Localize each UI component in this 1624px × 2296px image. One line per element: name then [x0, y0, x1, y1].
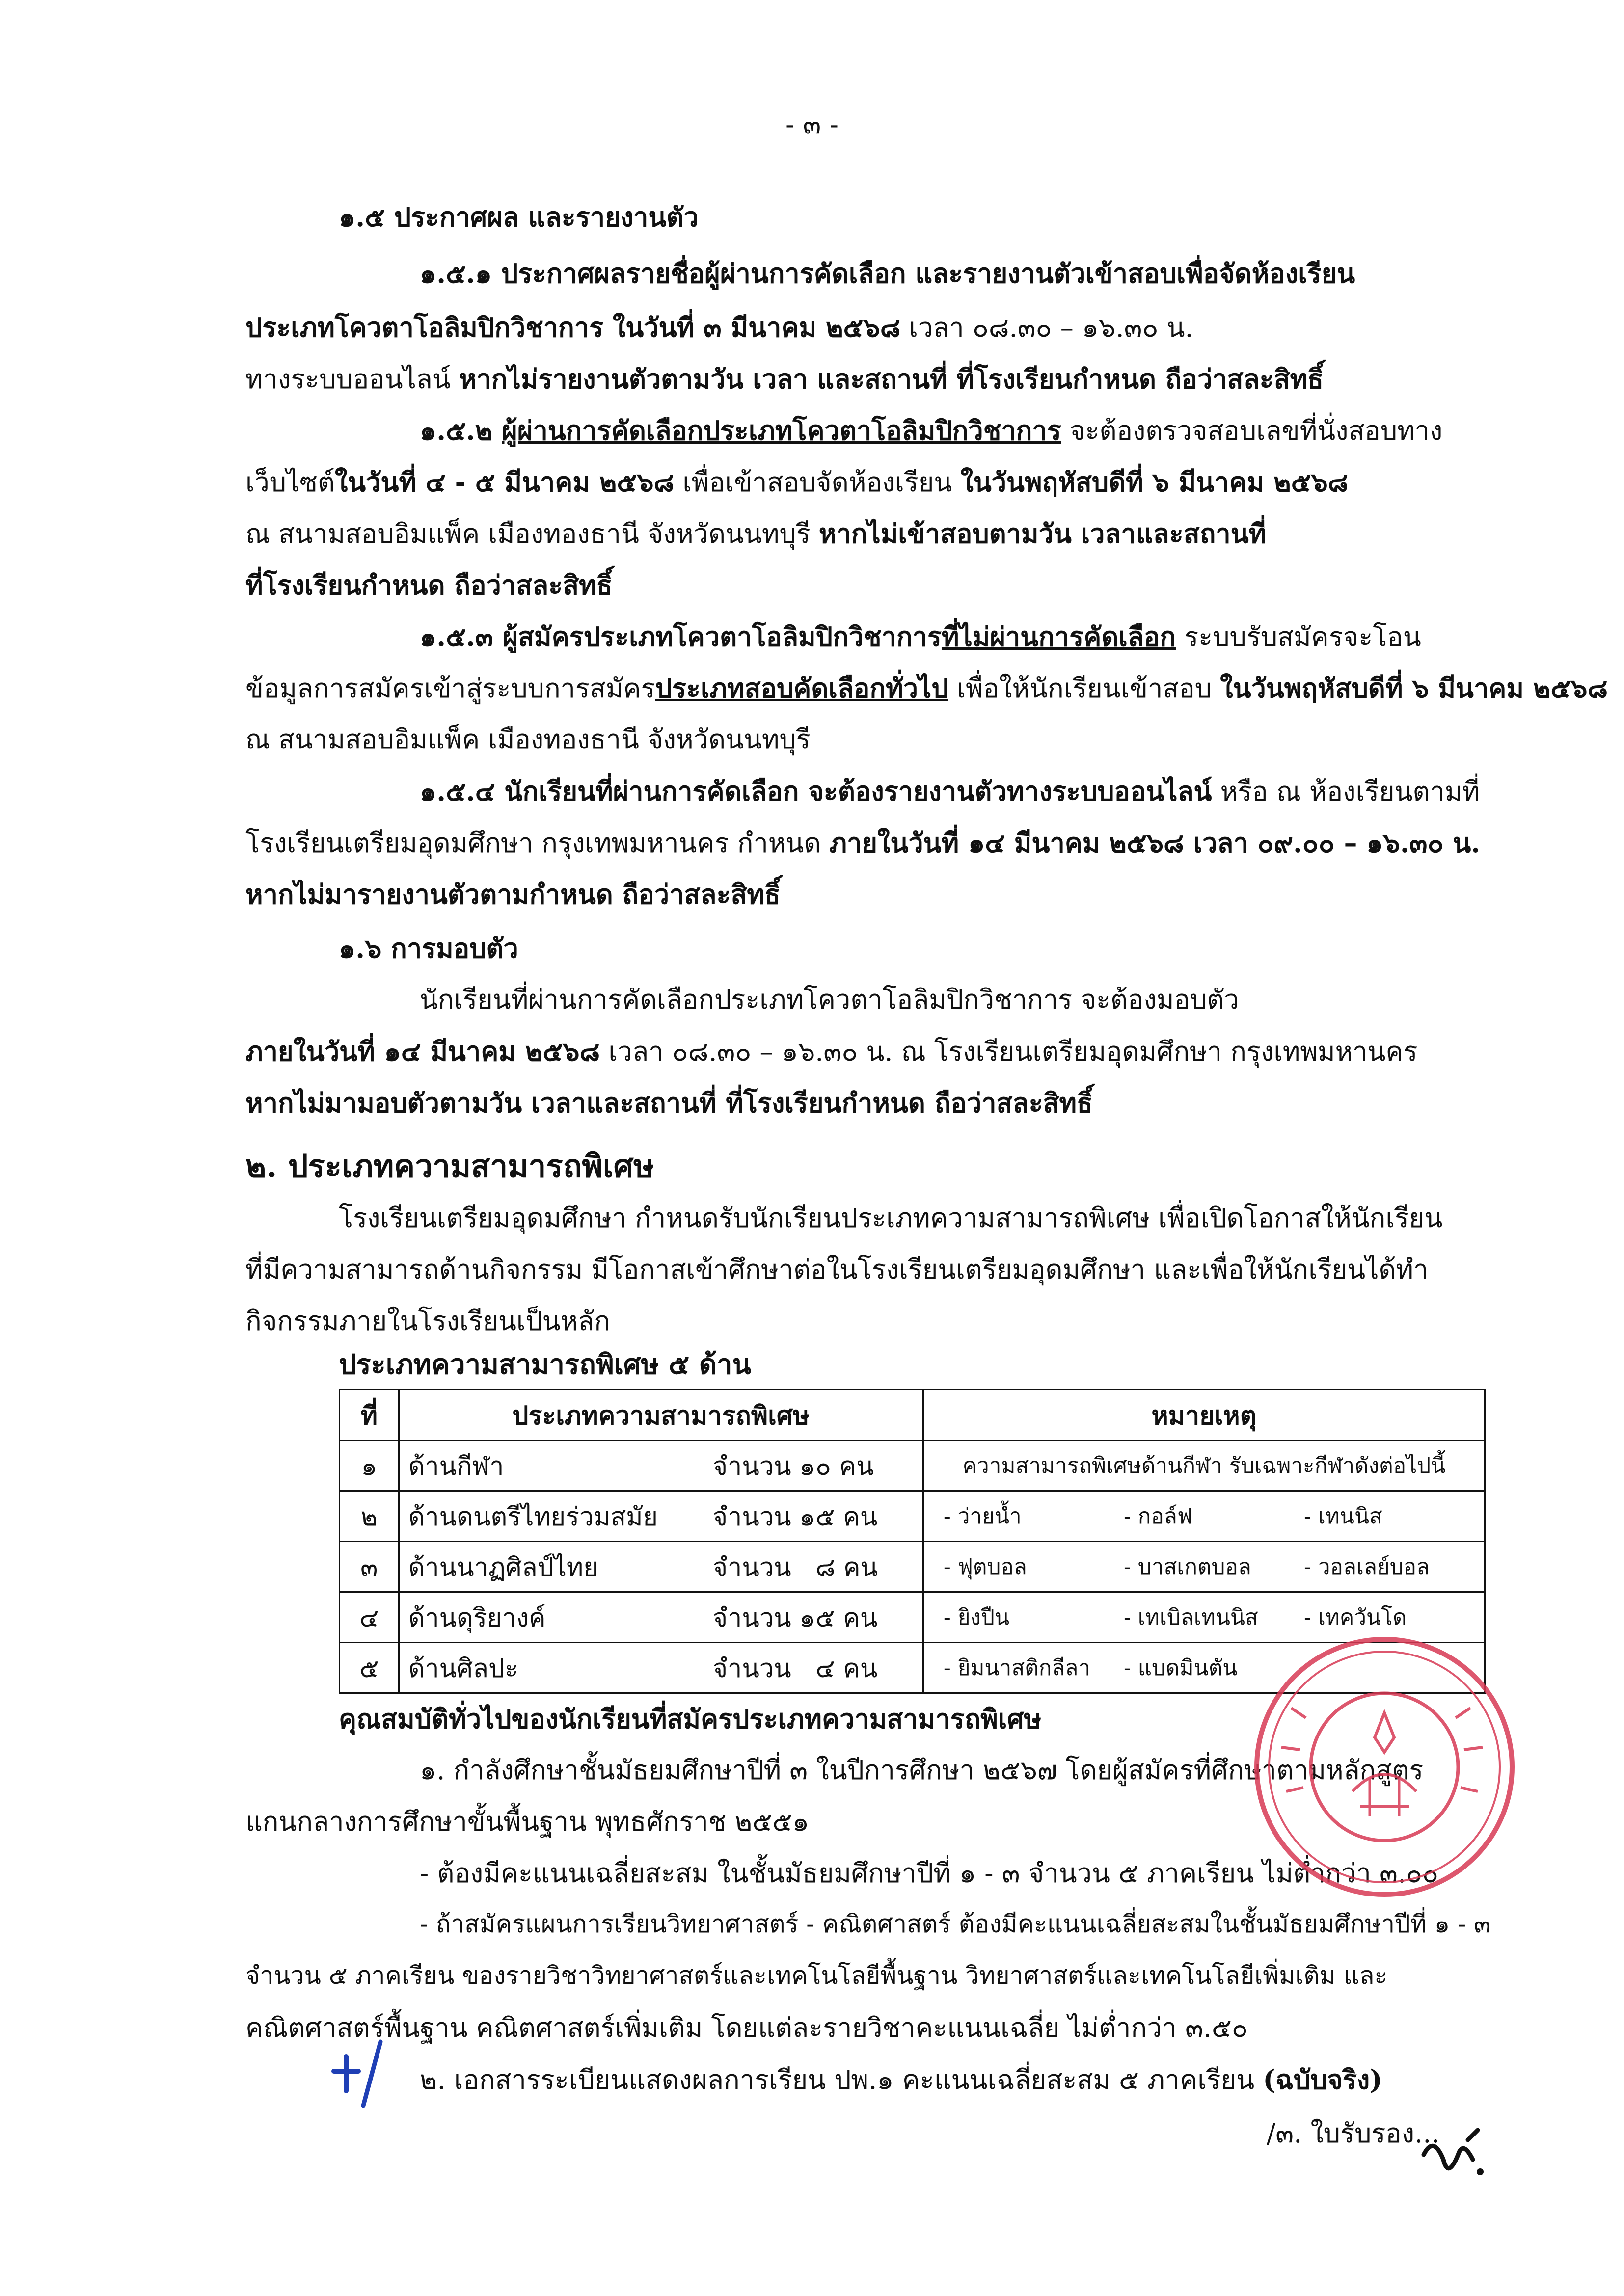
s153-l2d: ในวันพฤหัสบดีที่ ๖ มีนาคม ๒๕๖๘ [1220, 672, 1608, 704]
s152-line1 [420, 417, 1442, 444]
s151-line2-bold: ประเภทโควตาโอลิมปิกวิชาการ ในวันที่ ๓ มีนาคม ๒๕๖๘ [245, 312, 901, 343]
row-no: ๒ [340, 1491, 399, 1542]
s153-l1a: ๑.๕.๓ ผู้สมัครประเภทโควตาโอลิมปิกวิชาการ [420, 621, 942, 652]
s153-l1c: ระบบรับสมัครจะโอน [1176, 621, 1421, 652]
table-row [340, 1441, 1485, 1491]
row-count: จำนวน ๑๐ คน [712, 1451, 874, 1481]
s2-para-line1: โรงเรียนเตรียมอุดมศึกษา กำหนดรับนักเรียนประเภทความสามารถพิเศษ เพื่อเปิดโอกาสให้นักเรียน [339, 1202, 1443, 1233]
s151-line2 [245, 314, 1193, 341]
s154-l2b: ภายในวันที่ ๑๔ มีนาคม ๒๕๖๘ เวลา ๐๙.๐๐ – ๑๖.๓๐ น. [829, 827, 1481, 858]
s154-l2a: โรงเรียนเตรียมอุดมศึกษา กรุงเทพมหานคร กำหนด [245, 828, 830, 858]
s2-para-line2: ที่มีความสามารถด้านกิจกรรม มีโอกาสเข้าศึกษาต่อในโรงเรียนเตรียมอุดมศึกษา และเพื่อให้นักเรียนได้ทำ [245, 1254, 1429, 1285]
row-no: ๔ [340, 1592, 399, 1643]
qual-item1-line1: ๑. กำลังศึกษาชั้นมัธยมศึกษาปีที่ ๓ ในปีการศึกษา ๒๕๖๗ โดยผู้สมัครที่ศึกษาตามหลักสูตร [420, 1755, 1424, 1786]
row-no: ๓ [340, 1542, 399, 1592]
sport-item: - เทนนิส [1303, 1504, 1382, 1529]
remark-cell [923, 1542, 1485, 1592]
row-no: ๕ [340, 1643, 399, 1693]
row-name: ด้านดุริยางค์ [408, 1603, 546, 1633]
th-remark: หมายเหตุ [923, 1390, 1485, 1441]
s2-para-line3: กิจกรรมภายในโรงเรียนเป็นหลัก [245, 1306, 610, 1336]
s16-line1: นักเรียนที่ผ่านการคัดเลือกประเภทโควตาโอลิมปิกวิชาการ จะต้องมอบตัว [420, 984, 1239, 1015]
s152-l2b: ในวันที่ ๔ - ๕ มีนาคม ๒๕๖๘ [334, 466, 675, 498]
qual-detail1: - ต้องมีคะแนนเฉลี่ยสะสม ในชั้นมัธยมศึกษาปีที่ ๑ - ๓ จำนวน ๕ ภาคเรียน ไม่ต่ำกว่า ๓.๐๐ [420, 1858, 1438, 1889]
s153-l2a: ข้อมูลการสมัครเข้าสู่ระบบการสมัคร [245, 673, 655, 704]
sport-row [924, 1549, 1484, 1584]
initials-mark-icon [324, 2037, 393, 2110]
section-2-heading: ๒. ประเภทความสามารถพิเศษ [245, 1148, 654, 1185]
s154-line2 [245, 829, 1480, 856]
s152-l3b: หากไม่เข้าสอบตามวัน เวลาและสถานที่ [818, 518, 1267, 549]
s153-line1 [420, 623, 1421, 650]
sport-row [924, 1499, 1484, 1533]
s16-line3: หากไม่มามอบตัวตามวัน เวลาและสถานที่ ที่โรงเรียนกำหนด ถือว่าสละสิทธิ์ [245, 1087, 1093, 1119]
row-name: ด้านศิลปะ [408, 1654, 518, 1683]
sport-item: - ว่ายน้ำ [943, 1504, 1022, 1529]
s16-l2b: เวลา ๐๘.๓๐ – ๑๖.๓๐ น. ณ โรงเรียนเตรียมอุดมศึกษา กรุงเทพมหานคร [600, 1036, 1418, 1067]
s154-l1b: หรือ ณ ห้องเรียนตามที่ [1212, 776, 1480, 807]
sport-item: - เทควันโด [1303, 1605, 1407, 1630]
qual-item2-text: ๒. เอกสารระเบียนแสดงผลการเรียน ปพ.๑ คะแนนเฉลี่ยสะสม ๕ ภาคเรียน [420, 2064, 1263, 2095]
table-header-row [340, 1390, 1485, 1441]
s151-line3 [245, 363, 1324, 395]
sport-item: - เทเบิลเทนนิส [1123, 1605, 1258, 1630]
s16-l2a: ภายในวันที่ ๑๔ มีนาคม ๒๕๖๘ [245, 1036, 600, 1067]
s151-line3-b: หากไม่รายงานตัวตามวัน เวลา และสถานที่ ที่โรงเรียนกำหนด ถือว่าสละสิทธิ์ [459, 363, 1324, 395]
s154-line3: หากไม่มารายงานตัวตามกำหนด ถือว่าสละสิทธิ์ [245, 879, 781, 910]
page-number: - ๓ - [785, 109, 839, 140]
s152-underlined: ผู้ผ่านการคัดเลือกประเภทโควตาโอลิมปิกวิชาการ [502, 415, 1061, 446]
s151-line1: ๑.๕.๑ ประกาศผลรายชื่อผู้ผ่านการคัดเลือก และรายงานตัวเข้าสอบเพื่อจัดห้องเรียน [420, 258, 1355, 289]
remark-cell [923, 1491, 1485, 1542]
table-row [340, 1542, 1485, 1592]
sport-item: - ฟุตบอล [943, 1554, 1027, 1579]
th-no: ที่ [340, 1390, 399, 1441]
s152-l2c: เพื่อเข้าสอบจัดห้องเรียน [674, 467, 961, 498]
s151-line2-time: เวลา ๐๘.๓๐ – ๑๖.๓๐ น. [900, 312, 1193, 343]
continuation-note: /๓. ใบรับรอง... [1267, 2118, 1440, 2149]
s152-line2 [245, 466, 1349, 498]
s16-line2 [245, 1038, 1418, 1065]
s152-l3a: ณ สนามสอบอิมแพ็ค เมืองทองธานี จังหวัดนนทบุรี [245, 518, 819, 549]
row-type [399, 1441, 923, 1491]
s152-line4: ที่โรงเรียนกำหนด ถือว่าสละสิทธิ์ [245, 569, 613, 601]
row-type [399, 1491, 923, 1542]
row-no: ๑ [340, 1441, 399, 1491]
s152-l2d: ในวันพฤหัสบดีที่ ๖ มีนาคม ๒๕๖๘ [960, 466, 1349, 498]
remark-cell [923, 1441, 1485, 1491]
row-type [399, 1643, 923, 1693]
th-type: ประเภทความสามารถพิเศษ [399, 1390, 923, 1441]
qual-detail2-line3: คณิตศาสตร์พื้นฐาน คณิตศาสตร์เพิ่มเติม โดยแต่ละรายวิชาคะแนนเฉลี่ย ไม่ต่ำกว่า ๓.๕๐ [245, 2012, 1248, 2043]
s154-l1a: ๑.๕.๔ นักเรียนที่ผ่านการคัดเลือก จะต้องรายงานตัวทางระบบออนไลน์ [420, 775, 1212, 807]
s152-l2a: เว็บไซต์ [245, 467, 335, 498]
qual-item2-original: (ฉบับจริง) [1263, 2064, 1382, 2095]
sport-item: - วอลเลย์บอล [1303, 1554, 1430, 1579]
row-type [399, 1542, 923, 1592]
table-title: ประเภทความสามารถพิเศษ ๕ ด้าน [339, 1348, 751, 1381]
table-row [340, 1491, 1485, 1542]
sport-item: - บาสเกตบอล [1123, 1554, 1251, 1579]
s154-line1 [420, 775, 1480, 807]
s153-line3: ณ สนามสอบอิมแพ็ค เมืองทองธานี จังหวัดนนทบุรี [245, 724, 811, 755]
section-1-6-heading: ๑.๖ การมอบตัว [339, 933, 518, 964]
s152-num: ๑.๕.๒ [420, 415, 502, 446]
s152-line3 [245, 520, 1266, 547]
sport-item: - ยิงปืน [943, 1605, 1010, 1630]
row-name: ด้านดนตรีไทยร่วมสมัย [408, 1502, 658, 1532]
row-count: จำนวน ๔ คน [712, 1654, 878, 1683]
sport-item: - แบดมินตัน [1123, 1655, 1238, 1681]
row-count: จำนวน ๘ คน [712, 1552, 878, 1582]
signature-icon [1414, 2125, 1488, 2189]
s151-line3-a: ทางระบบออนไลน์ [245, 364, 459, 395]
qual-item2 [420, 2066, 1382, 2093]
qual-item1-line2: แกนกลางการศึกษาขั้นพื้นฐาน พุทธศักราช ๒๕๕๑ [245, 1806, 810, 1837]
row-name: ด้านกีฬา [408, 1451, 504, 1481]
sport-item: - ยิมนาสติกลีลา [943, 1655, 1091, 1681]
s153-l1b: ที่ไม่ผ่านการคัดเลือก [941, 621, 1176, 652]
qual-detail2-line1: - ถ้าสมัครแผนการเรียนวิทยาศาสตร์ - คณิตศาสตร์ ต้องมีคะแนนเฉลี่ยสะสมในชั้นมัธยมศึกษาปีที่ ๑ - ๓ [420, 1910, 1491, 1938]
qual-detail2-line2: จำนวน ๕ ภาคเรียน ของรายวิชาวิทยาศาสตร์และเทคโนโลยีพื้นฐาน วิทยาศาสตร์และเทคโนโลยีเพิ่มเติม และ [245, 1961, 1388, 1990]
row-type [399, 1592, 923, 1643]
row-count: จำนวน ๑๕ คน [712, 1603, 878, 1633]
s153-l2b: ประเภทสอบคัดเลือกทั่วไป [655, 672, 948, 704]
remark-heading: ความสามารถพิเศษด้านกีฬา รับเฉพาะกีฬาดังต่อไปนี้ [962, 1453, 1446, 1478]
s153-line2 [245, 672, 1608, 704]
qualifications-heading: คุณสมบัติทั่วไปของนักเรียนที่สมัครประเภทความสามารถพิเศษ [339, 1703, 1042, 1735]
sport-item: - กอล์ฟ [1123, 1504, 1192, 1529]
school-seal-stamp-icon [1247, 1629, 1522, 1904]
s153-l2c: เพื่อให้นักเรียนเข้าสอบ [948, 673, 1220, 704]
row-name: ด้านนาฏศิลป์ไทย [408, 1552, 598, 1582]
section-1-5-heading: ๑.๕ ประกาศผล และรายงานตัว [339, 201, 699, 233]
row-count: จำนวน ๑๕ คน [712, 1502, 878, 1532]
s152-line1-rest: จะต้องตรวจสอบเลขที่นั่งสอบทาง [1061, 415, 1443, 446]
